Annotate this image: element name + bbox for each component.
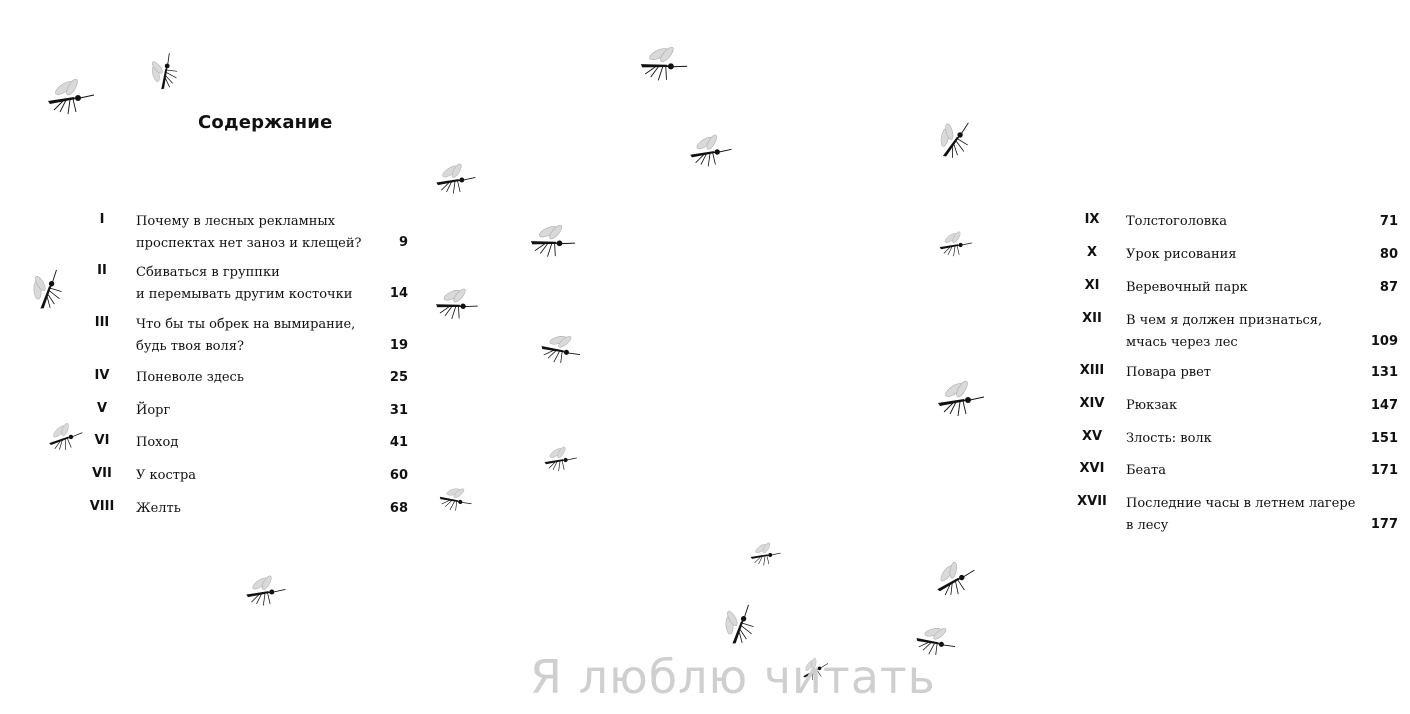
chapter-number: XVII bbox=[1077, 494, 1107, 509]
page-title: Содержание bbox=[198, 112, 333, 133]
toc-entry[interactable] bbox=[1070, 428, 1410, 450]
page-number: 31 bbox=[389, 403, 408, 418]
page-number: 41 bbox=[389, 435, 408, 450]
page-number: 109 bbox=[1370, 334, 1398, 349]
toc-entry[interactable] bbox=[1070, 211, 1410, 233]
mosquito-icon bbox=[430, 163, 481, 197]
page-number: 19 bbox=[389, 338, 408, 353]
chapter-title: Сбиваться в группки и перемывать другим косточки bbox=[136, 265, 353, 302]
chapter-number: XIV bbox=[1079, 396, 1105, 411]
chapter-number: IX bbox=[1084, 212, 1100, 227]
chapter-number: XII bbox=[1082, 311, 1102, 326]
chapter-title: Повара рвет bbox=[1126, 365, 1211, 380]
chapter-title: В чем я должен признаться, мчась через лес bbox=[1126, 313, 1323, 350]
chapter-number: III bbox=[94, 315, 110, 330]
toc-entry[interactable] bbox=[80, 432, 420, 454]
toc-entry[interactable] bbox=[1070, 244, 1410, 266]
page-number: 25 bbox=[389, 370, 408, 385]
chapter-title: Беата bbox=[1126, 463, 1166, 478]
page-number: 177 bbox=[1370, 517, 1398, 532]
chapter-title: Поход bbox=[136, 435, 179, 450]
chapter-title: Злость: волк bbox=[1126, 431, 1212, 446]
toc-entry[interactable] bbox=[1070, 493, 1410, 536]
page-number: 68 bbox=[389, 501, 408, 516]
toc-entry[interactable] bbox=[80, 400, 420, 422]
toc-entry[interactable] bbox=[1070, 395, 1410, 417]
page-number: 14 bbox=[389, 286, 408, 301]
mosquito-icon bbox=[934, 231, 976, 259]
toc-entry[interactable] bbox=[1070, 277, 1410, 299]
chapter-number: X bbox=[1086, 245, 1098, 260]
chapter-title: У костра bbox=[136, 468, 197, 483]
mosquito-icon bbox=[683, 134, 737, 170]
page-number: 151 bbox=[1370, 431, 1398, 446]
mosquito-icon bbox=[240, 575, 291, 609]
toc-entry[interactable] bbox=[80, 211, 420, 254]
chapter-title: Желть bbox=[136, 501, 181, 516]
page-number: 80 bbox=[1379, 247, 1398, 262]
chapter-number: VII bbox=[92, 466, 112, 481]
page-number: 9 bbox=[398, 235, 408, 250]
chapter-number: XVI bbox=[1079, 461, 1105, 476]
page-number: 87 bbox=[1379, 280, 1398, 295]
chapter-title: Что бы ты обрек на вымирание, будь твоя воля? bbox=[136, 317, 356, 354]
toc-entry[interactable] bbox=[1070, 362, 1410, 384]
chapter-number: VIII bbox=[89, 499, 115, 514]
page-number: 60 bbox=[389, 468, 408, 483]
toc-entry[interactable] bbox=[1070, 310, 1410, 353]
watermark: Я люблю читать bbox=[530, 650, 936, 704]
chapter-number: IV bbox=[94, 368, 110, 383]
toc-entry[interactable] bbox=[1070, 460, 1410, 482]
toc-entry[interactable] bbox=[80, 262, 420, 305]
chapter-number: II bbox=[97, 263, 107, 278]
toc-entry[interactable] bbox=[80, 367, 420, 389]
page-number: 171 bbox=[1370, 463, 1398, 478]
mosquito-icon bbox=[539, 446, 581, 474]
toc-entry[interactable] bbox=[80, 498, 420, 520]
toc-entry[interactable] bbox=[80, 314, 420, 357]
chapter-title: Урок рисования bbox=[1126, 247, 1237, 262]
mosquito-icon bbox=[930, 380, 990, 420]
chapter-title: Последние часы в летнем лагере в лесу bbox=[1126, 496, 1356, 533]
chapter-number: V bbox=[96, 401, 108, 416]
toc-entry[interactable] bbox=[80, 465, 420, 487]
chapter-title: Поневоле здесь bbox=[136, 370, 244, 385]
chapter-number: I bbox=[99, 212, 105, 227]
page-number: 147 bbox=[1370, 398, 1398, 413]
mosquito-icon bbox=[40, 78, 100, 118]
page-number: 131 bbox=[1370, 365, 1398, 380]
chapter-title: Веревочный парк bbox=[1126, 280, 1248, 295]
chapter-title: Йорг bbox=[136, 403, 171, 418]
chapter-number: XI bbox=[1084, 278, 1100, 293]
mosquito-icon bbox=[746, 542, 785, 568]
chapter-title: Рюкзак bbox=[1126, 398, 1178, 413]
chapter-title: Почему в лесных рекламных проспектах нет заноз и клещей? bbox=[136, 214, 362, 251]
chapter-title: Толстоголовка bbox=[1126, 214, 1227, 229]
page-number: 71 bbox=[1379, 214, 1398, 229]
chapter-number: VI bbox=[94, 433, 110, 448]
chapter-number: XV bbox=[1081, 429, 1103, 444]
chapter-number: XIII bbox=[1079, 363, 1105, 378]
